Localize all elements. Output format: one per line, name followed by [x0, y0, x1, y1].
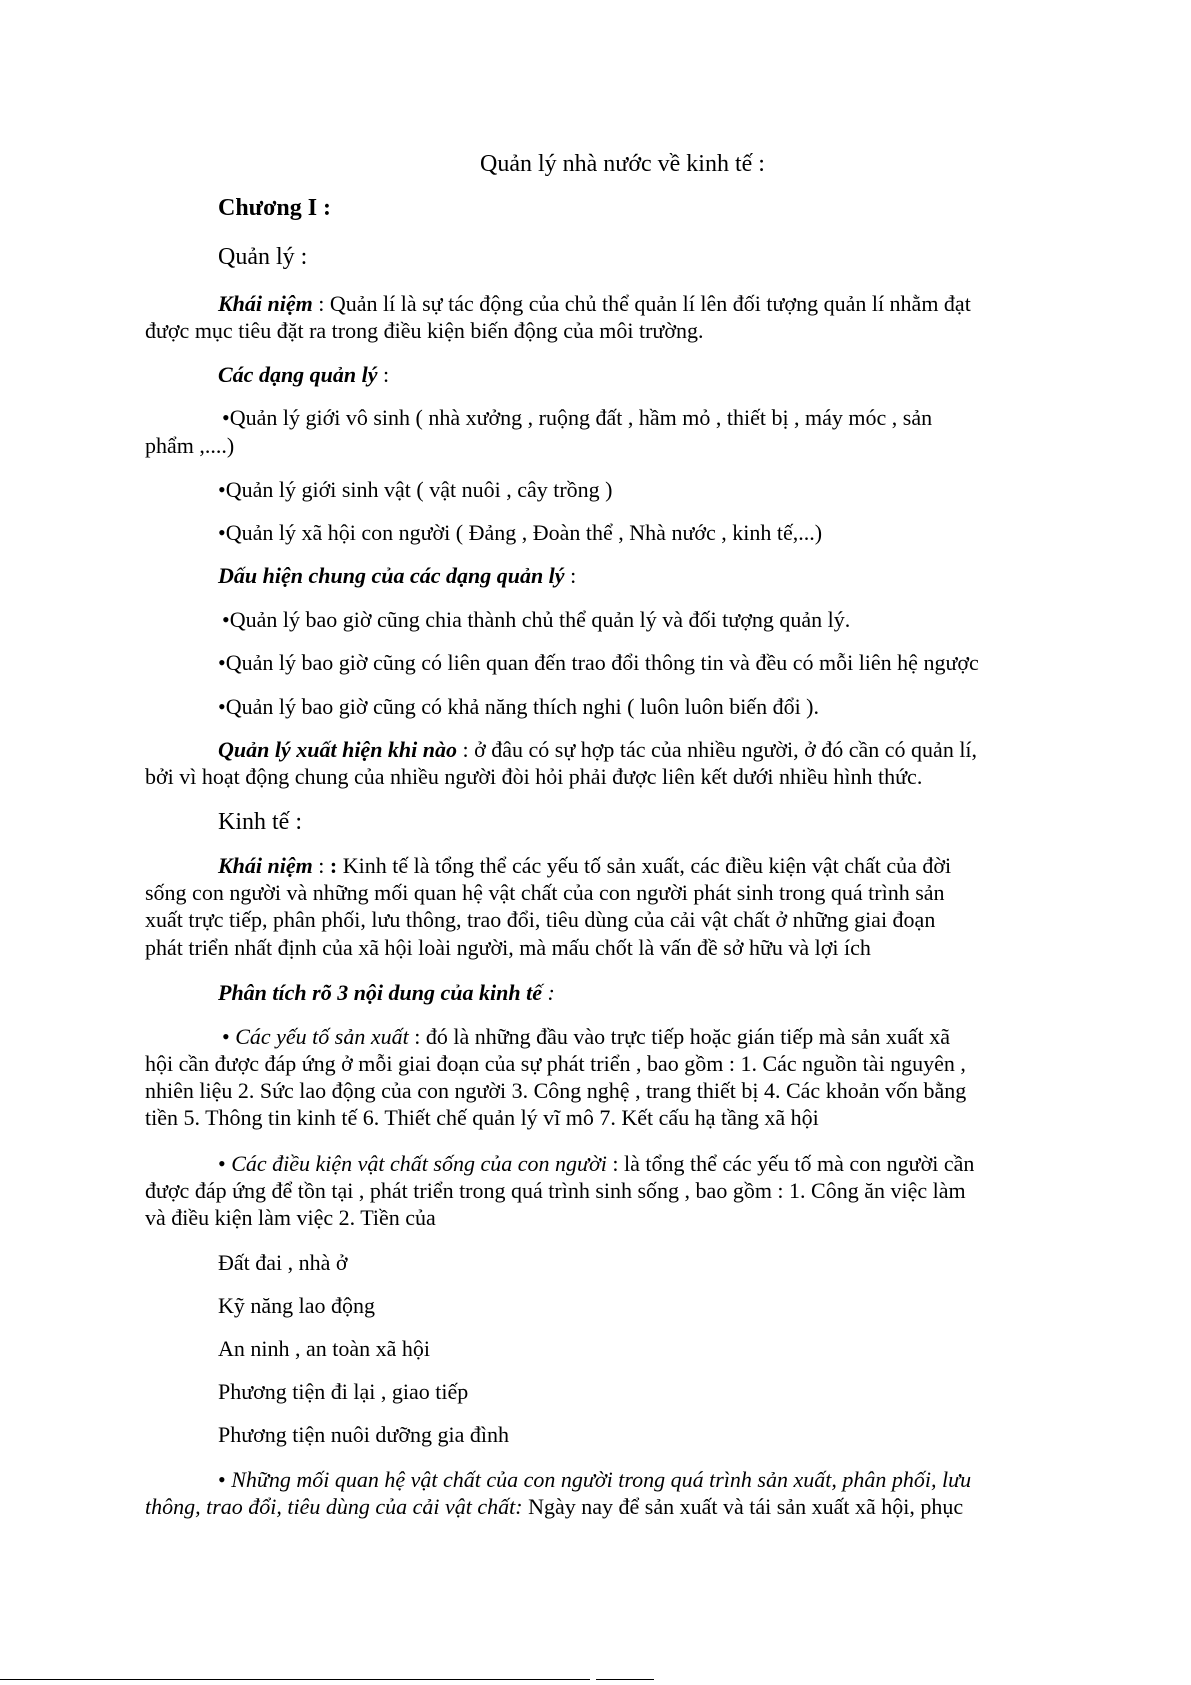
paragraph-xuat-hien-line-2: bởi vì hoạt động chung của nhiều người đòi hỏi phải được liên kết dưới nhiều hình thức.	[145, 764, 923, 789]
kinh-te-definition-line-4: phát triển nhất định của xã hội loài người, mà mấu chốt là vấn đề sở hữu và lợi ích	[145, 935, 871, 960]
section-heading-quan-ly: Quản lý :	[218, 244, 308, 270]
paragraph-xuat-hien-line-1: Quản lý xuất hiện khi nào : ở đâu có sự hợp tác của nhiều người, ở đó cần có quản lí,	[218, 737, 978, 762]
definition-line-1: Khái niệm : Quản lí là sự tác động của chủ thể quản lí lên đối tượng quản lí nhằm đạt	[218, 291, 971, 316]
document-title: Quản lý nhà nước về kinh tế :	[480, 151, 765, 177]
paragraph-dieu-kien-line-2: được đáp ứng để tồn tại , phát triển trong quá trình sinh sống , bao gồm : 1. Công ăn việc làm	[145, 1178, 966, 1203]
list-item: •Quản lý giới sinh vật ( vật nuôi , cây trồng )	[218, 477, 613, 502]
list-item: Kỹ năng lao động	[218, 1293, 376, 1318]
chapter-heading: Chương I :	[218, 195, 332, 221]
subheading-dau-hieu: Dấu hiện chung của các dạng quản lý :	[218, 563, 577, 588]
list-item-continuation: phẩm ,....)	[145, 433, 235, 458]
list-item: Phương tiện nuôi dưỡng gia đình	[218, 1422, 509, 1447]
list-item: •Quản lý bao giờ cũng có khả năng thích nghi ( luôn luôn biến đổi ).	[218, 694, 820, 719]
paragraph-quan-he-line-2: thông, trao đổi, tiêu dùng của cải vật chất: Ngày nay để sản xuất và tái sản xuất xã hội, phục	[145, 1494, 964, 1519]
kinh-te-definition-line-3: xuất trực tiếp, phân phối, lưu thông, trao đổi, tiêu dùng của cải vật chất ở những giai đoạn	[145, 907, 936, 932]
subheading-cac-dang: Các dạng quản lý :	[218, 362, 390, 387]
definition-label: Khái niệm	[218, 291, 313, 316]
paragraph-quan-he-line-1: • Những mối quan hệ vật chất của con người trong quá trình sản xuất, phân phối, lưu	[218, 1467, 972, 1492]
definition-line-2: được mục tiêu đặt ra trong điều kiện biến động của môi trường.	[145, 318, 704, 343]
list-item: •Quản lý bao giờ cũng có liên quan đến trao đổi thông tin và đều có mỗi liên hệ ngược	[218, 650, 979, 675]
list-item: •Quản lý bao giờ cũng chia thành chủ thể quản lý và đối tượng quản lý.	[222, 607, 851, 632]
bottom-rule-segment	[596, 1679, 654, 1680]
kinh-te-definition-line-2: sống con người và những mối quan hệ vật chất của con người phát sinh trong quá trình sản	[145, 880, 945, 905]
paragraph-dieu-kien-line-1: • Các điều kiện vật chất sống của con người : là tổng thể các yếu tố mà con người cần	[218, 1151, 975, 1176]
paragraph-dieu-kien-line-3: và điều kiện làm việc 2. Tiền của	[145, 1205, 436, 1230]
paragraph-yeu-to-line-3: nhiên liệu 2. Sức lao động của con người 3. Công nghệ , trang thiết bị 4. Các khoản vốn bằng	[145, 1078, 967, 1103]
paragraph-yeu-to-line-2: hội cần được đáp ứng ở mỗi giai đoạn của sự phát triển , bao gồm : 1. Các nguồn tài nguyên ,	[145, 1051, 966, 1076]
kinh-te-definition-line-1: Khái niệm : : Kinh tế là tổng thể các yếu tố sản xuất, các điều kiện vật chất của đời	[218, 853, 952, 878]
list-item: An ninh , an toàn xã hội	[218, 1336, 431, 1361]
list-item: •Quản lý giới vô sinh ( nhà xưởng , ruộng đất , hầm mỏ , thiết bị , máy móc , sản	[222, 405, 933, 430]
list-item: Phương tiện đi lại , giao tiếp	[218, 1379, 469, 1404]
paragraph-yeu-to-line-1: • Các yếu tố sản xuất : đó là những đầu vào trực tiếp hoặc gián tiếp mà sản xuất xã	[222, 1024, 951, 1049]
subheading-phan-tich: Phân tích rõ 3 nội dung của kinh tế :	[218, 980, 555, 1005]
list-item: •Quản lý xã hội con người ( Đảng , Đoàn thể , Nhà nước , kinh tế,...)	[218, 520, 823, 545]
paragraph-yeu-to-line-4: tiền 5. Thông tin kinh tế 6. Thiết chế quản lý vĩ mô 7. Kết cấu hạ tầng xã hội	[145, 1105, 819, 1130]
list-item: Đất đai , nhà ở	[218, 1250, 348, 1275]
section-heading-kinh-te: Kinh tế :	[218, 809, 302, 835]
bottom-rule	[0, 1679, 590, 1680]
